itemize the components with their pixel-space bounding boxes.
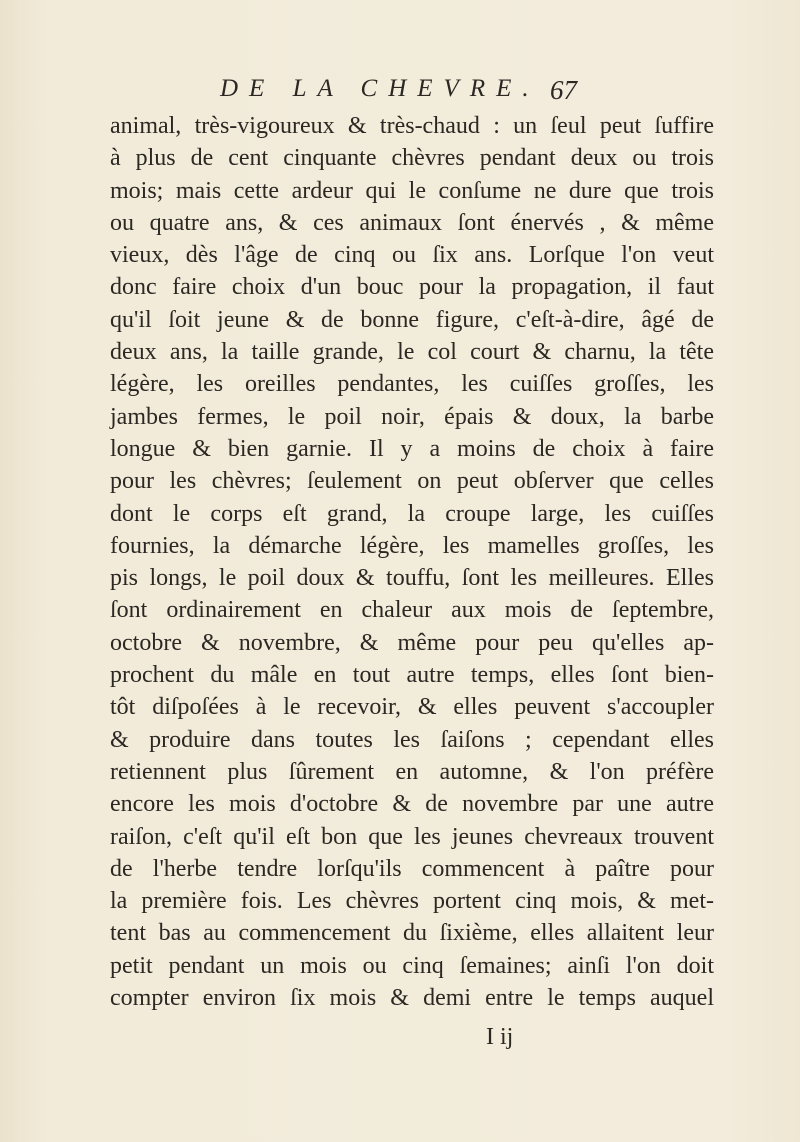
text-line: ou quatre ans, & ces animaux ſont énervés , & même (110, 209, 714, 236)
text-line: octobre & novembre, & même pour peu qu'elles ap- (110, 629, 714, 656)
text-line: petit pendant un mois ou cinq ſemaines; ainſi l'on doit (110, 952, 714, 979)
text-line: la première fois. Les chèvres portent cinq mois, & met- (110, 888, 714, 915)
text-line: donc faire choix d'un bouc pour la propagation, il faut (110, 274, 714, 301)
text-line: fournies, la démarche légère, les mamelles groſſes, les (110, 532, 714, 559)
running-title: DE LA CHEVRE. (220, 75, 540, 102)
page-number: 67 (550, 75, 577, 105)
text-line: dont le corps eſt grand, la croupe large, les cuiſſes (110, 500, 714, 527)
text-line: qu'il ſoit jeune & de bonne figure, c'eſt-à-dire, âgé de (110, 306, 714, 333)
text-line: de l'herbe tendre lorſqu'ils commencent à paître pour (110, 855, 714, 882)
text-line: pis longs, le poil doux & touffu, ſont les meilleures. Elles (110, 565, 714, 592)
text-line: mois; mais cette ardeur qui le conſume ne dure que trois (110, 177, 714, 204)
text-line: tent bas au commencement du ſixième, elles allaitent leur (110, 920, 714, 947)
text-line: légère, les oreilles pendantes, les cuiſſes groſſes, les (110, 371, 714, 398)
text-line: pour les chèvres; ſeulement on peut obſerver que celles (110, 468, 714, 495)
text-line: ſont ordinairement en chaleur aux mois de ſeptembre, (110, 597, 714, 624)
text-line: à plus de cent cinquante chèvres pendant deux ou trois (110, 145, 714, 172)
text-line: tôt diſpoſées à le recevoir, & elles peuvent s'accoupler (110, 694, 714, 721)
text-line: compter environ ſix mois & demi entre le temps auquel (110, 985, 714, 1012)
text-line: longue & bien garnie. Il y a moins de choix à faire (110, 435, 714, 462)
text-line: retiennent plus ſûrement en automne, & l'on préfère (110, 758, 714, 785)
text-line: deux ans, la taille grande, le col court & charnu, la tête (110, 339, 714, 366)
text-line: jambes fermes, le poil noir, épais & doux, la barbe (110, 403, 714, 430)
text-line: encore les mois d'octobre & de novembre par une autre (110, 791, 714, 818)
text-line: prochent du mâle en tout autre temps, elles ſont bien- (110, 662, 714, 689)
page-header (200, 72, 580, 112)
text-line: & produire dans toutes les ſaiſons ; cependant elles (110, 726, 714, 753)
text-line: vieux, dès l'âge de cinq ou ſix ans. Lorſque l'on veut (110, 242, 714, 269)
body-text (110, 110, 714, 1014)
text-line: raiſon, c'eſt qu'il eſt bon que les jeunes chevreaux trouvent (110, 823, 714, 850)
text-line: animal, très-vigoureux & très-chaud : un ſeul peut ſuffire (110, 113, 714, 139)
signature-mark: I ij (486, 1024, 514, 1050)
